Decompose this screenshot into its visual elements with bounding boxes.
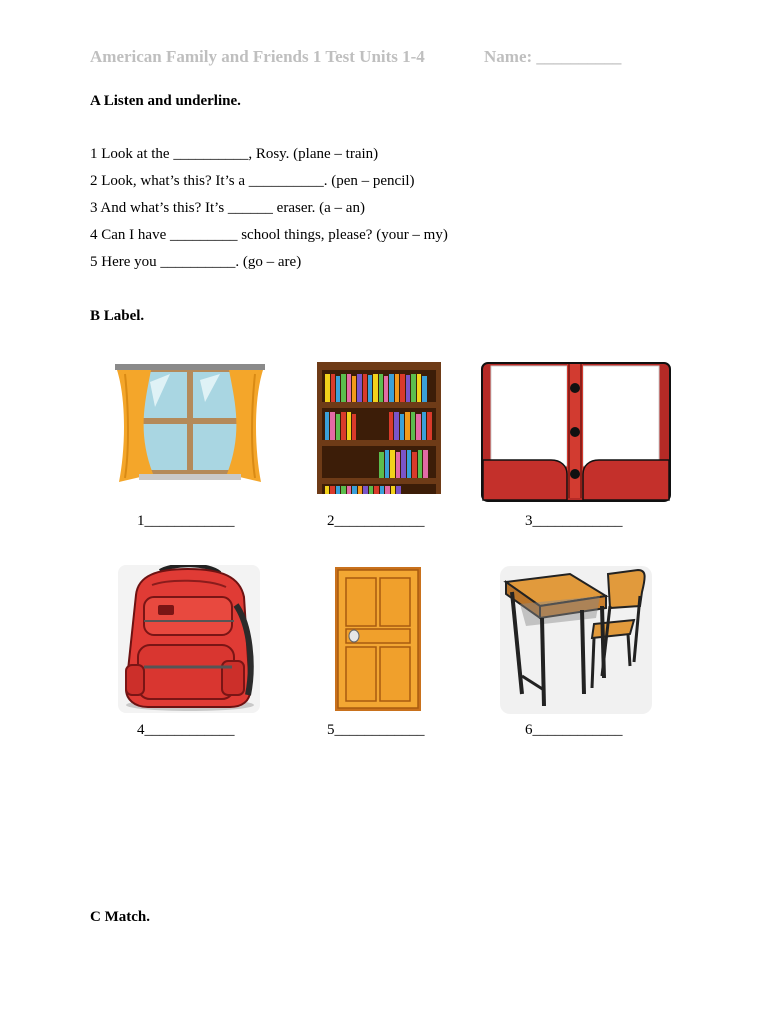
question-2: 2 Look, what’s this? It’s a __________. (pen – pencil) <box>90 173 415 189</box>
door-icon <box>335 567 421 711</box>
label-blank-5[interactable]: 5____________ <box>327 722 425 738</box>
question-5: 5 Here you __________. (go – are) <box>90 254 302 270</box>
label-blank-1[interactable]: 1____________ <box>137 513 235 529</box>
backpack-icon <box>118 565 260 713</box>
label-blank-4[interactable]: 4____________ <box>137 722 235 738</box>
folder-icon <box>481 362 671 502</box>
bookshelf-icon <box>317 362 441 494</box>
question-3: 3 And what’s this? It’s ______ eraser. (a – an) <box>90 200 365 216</box>
label-blank-3[interactable]: 3____________ <box>525 513 623 529</box>
question-4: 4 Can I have _________ school things, please? (your – my) <box>90 227 448 243</box>
label-blank-2[interactable]: 2____________ <box>327 513 425 529</box>
question-1: 1 Look at the __________, Rosy. (plane – train) <box>90 146 379 162</box>
worksheet-header <box>90 47 622 67</box>
section-c-title: C Match. <box>90 909 150 925</box>
section-b-title: B Label. <box>90 308 145 324</box>
desk-chair-icon <box>500 566 652 714</box>
section-a-title: A Listen and underline. <box>90 93 241 109</box>
label-blank-6[interactable]: 6____________ <box>525 722 623 738</box>
window-icon <box>115 362 265 484</box>
name-field: Name: __________ <box>484 47 622 66</box>
worksheet-title: American Family and Friends 1 Test Units 1-4 <box>90 47 425 66</box>
